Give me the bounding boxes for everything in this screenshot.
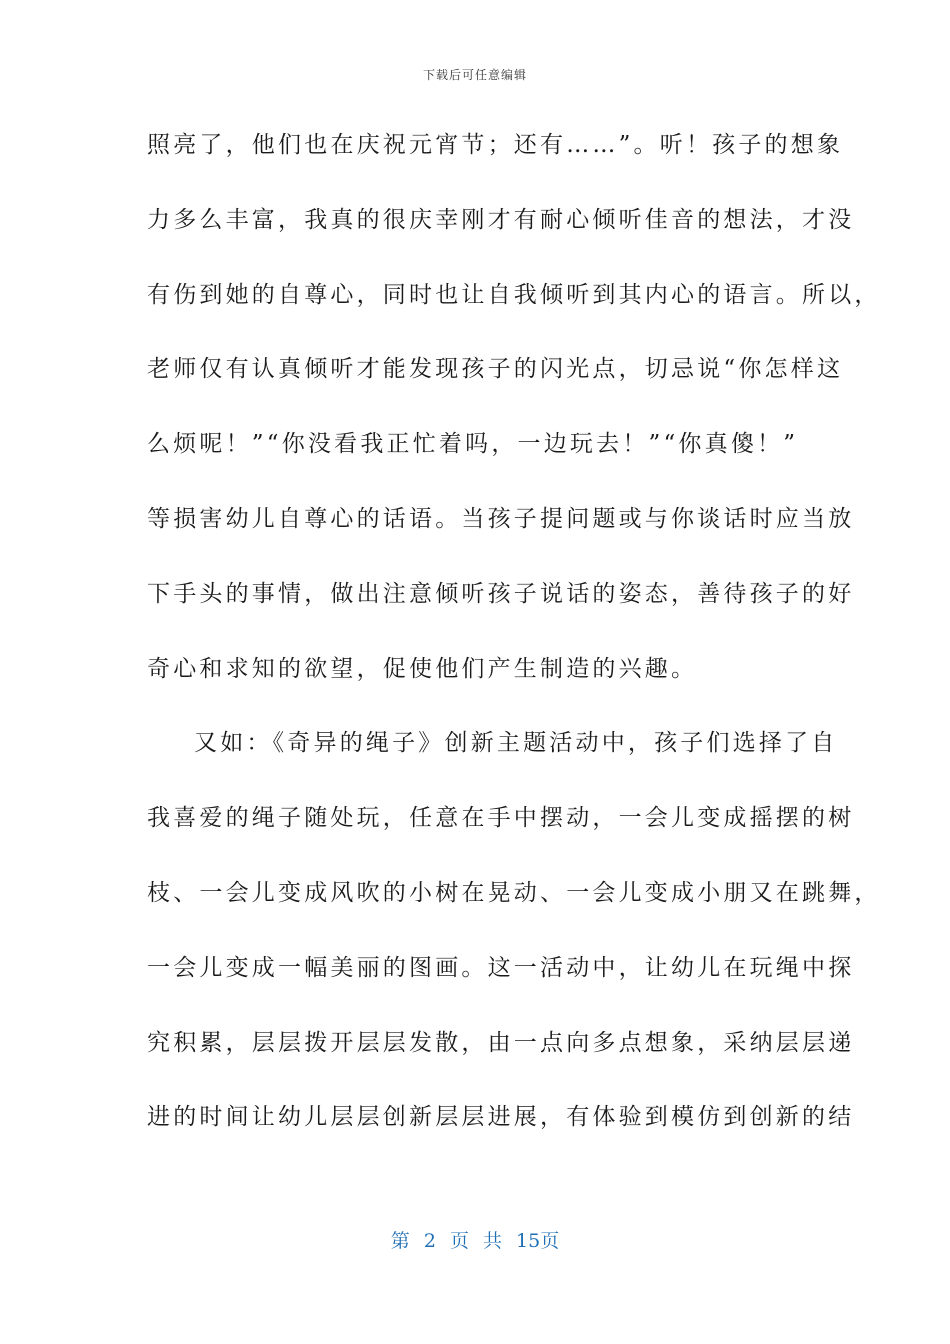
text-line: 老师仅有认真倾听才能发现孩子的闪光点，切忌说“你怎样这 [147, 356, 844, 383]
document-body [147, 122, 881, 1169]
paragraph-start-line: 又如：《奇异的绳子》创新主题活动中，孩子们选择了自 [194, 730, 838, 757]
text-line: 下手头的事情，做出注意倾听孩子说话的姿态，善待孩子的好 [147, 580, 855, 607]
page-number-footer: 第 2 页 共 15页 [390, 1230, 560, 1252]
text-line: 我喜爱的绳子随处玩，任意在手中摆动，一会儿变成摇摆的树 [147, 805, 855, 832]
text-line: 么烦呢！”“你没看我正忙着吗，一边玩去！”“你真傻！” [147, 431, 799, 458]
text-line: 力多么丰富，我真的很庆幸刚才有耐心倾听佳音的想法，才没 [147, 206, 855, 233]
text-line: 一会儿变成一幅美丽的图画。这一活动中，让幼儿在玩绳中探 [147, 954, 855, 981]
text-line: 枝、一会儿变成风吹的小树在晃动、一会儿变成小朋又在跳舞， [147, 879, 881, 906]
page-header: 下载后可任意编辑 [422, 68, 527, 82]
text-line: 等损害幼儿自尊心的话语。当孩子提问题或与你谈话时应当放 [147, 505, 855, 532]
text-line: 奇心和求知的欲望，促使他们产生制造的兴趣。 [147, 655, 698, 682]
text-line: 有伤到她的自尊心，同时也让自我倾听到其内心的语言。所以， [147, 281, 881, 308]
text-line: 进的时间让幼儿层层创新层层进展，有体验到模仿到创新的结 [147, 1104, 855, 1131]
text-line: 究积累，层层拨开层层发散，由一点向多点想象，采纳层层递 [147, 1029, 855, 1056]
text-line: 照亮了，他们也在庆祝元宵节；还有……”。听！孩子的想象 [147, 132, 844, 158]
